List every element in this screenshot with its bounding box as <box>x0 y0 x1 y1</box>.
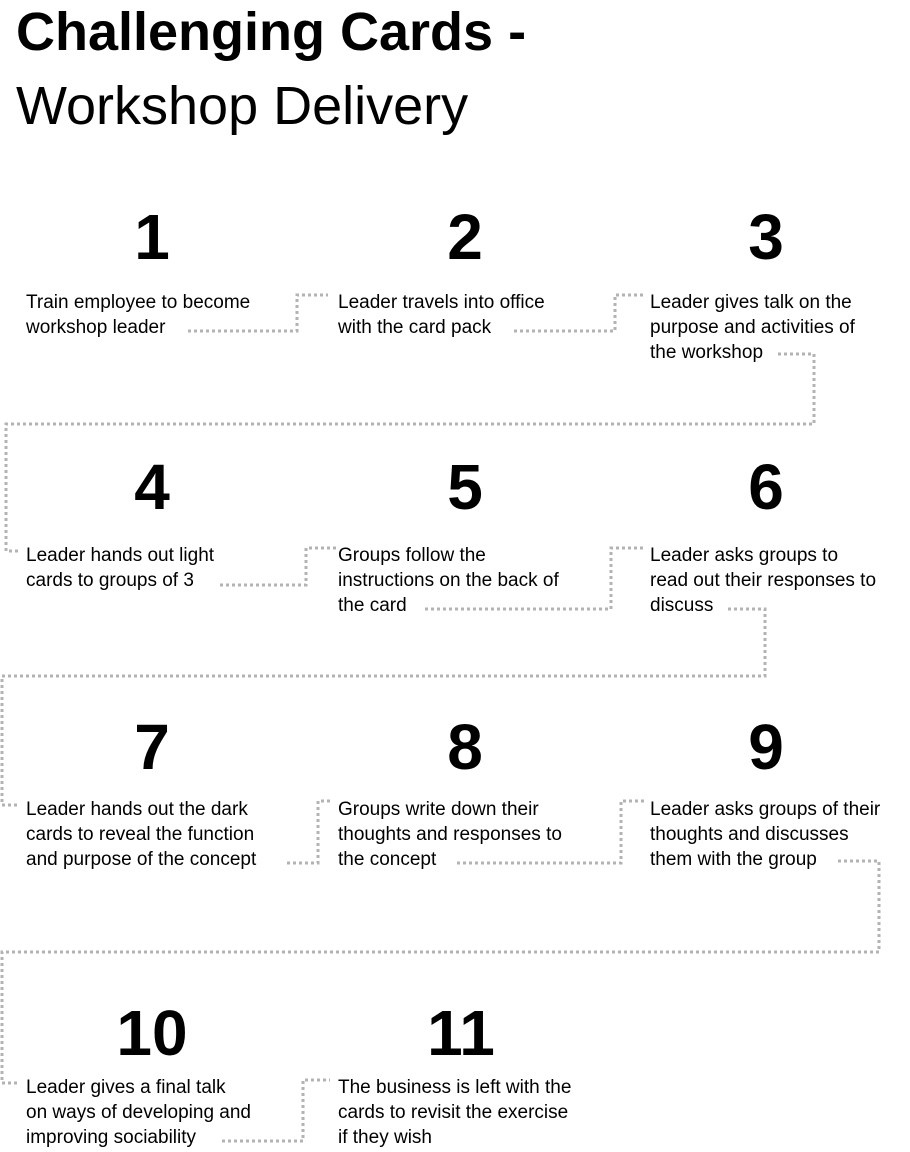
step-number: 10 <box>116 997 188 1069</box>
step-description: Leader travels into office with the card pack <box>338 292 545 338</box>
step-description: Leader asks groups of their thoughts and discusses them with the group <box>650 799 881 870</box>
step-number: 1 <box>134 201 170 273</box>
step-description: The business is left with the cards to revisit the exercise if they wish <box>338 1077 572 1148</box>
step-description: Train employee to become workshop leader <box>26 292 251 338</box>
connector-3-4 <box>6 354 814 551</box>
step-number: 9 <box>748 711 784 783</box>
page-title: Challenging Cards - <box>16 2 527 62</box>
step-number: 3 <box>748 201 784 273</box>
page-subtitle: Workshop Delivery <box>16 76 469 136</box>
step-description: Leader hands out the dark cards to reveal the function and purpose of the concept <box>26 799 257 870</box>
step-number: 2 <box>447 201 483 273</box>
step-number: 7 <box>134 711 170 783</box>
step-description: Groups write down their thoughts and responses to the concept <box>338 799 562 870</box>
step-number: 6 <box>748 451 784 523</box>
step-number: 8 <box>447 711 483 783</box>
step-description: Groups follow the instructions on the back of the card <box>338 545 559 616</box>
step-description: Leader gives talk on the purpose and activities of the workshop <box>650 292 855 363</box>
step-description: Leader asks groups to read out their responses to discuss <box>650 545 877 616</box>
step-number: 5 <box>447 451 483 523</box>
step-description: Leader hands out light cards to groups of 3 <box>26 545 215 591</box>
step-number: 11 <box>427 997 495 1069</box>
step-number: 4 <box>134 451 170 523</box>
step-description: Leader gives a final talk on ways of developing and improving sociability <box>26 1077 251 1148</box>
